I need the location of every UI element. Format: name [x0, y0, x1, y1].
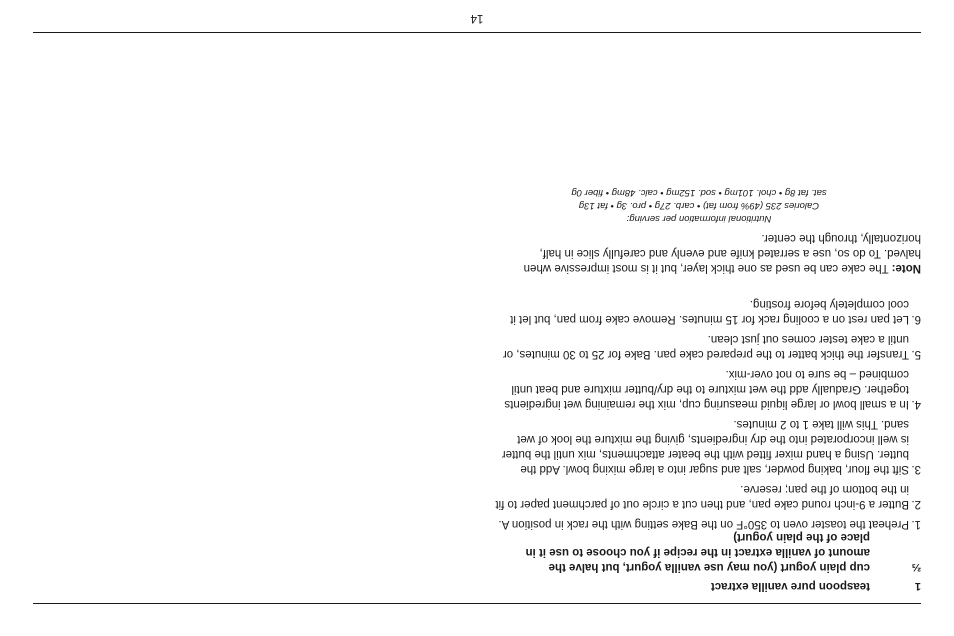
- step-text: Sift the flour, baking powder, salt and sugar into a large mixing bowl. Add the butter. Using a hand mixer fitted with the beater attachments, mix until the butter is well incorporated into the dry ingredients, giving the mixture the look of wet sand. This will take 1 to 2 minutes.: [501, 418, 909, 475]
- instruction-step: [491, 516, 921, 531]
- ingredient-row: [471, 578, 921, 593]
- step-number: 4.: [911, 398, 921, 410]
- step-text: Butter a 9-inch round cake pan, and then cut a circle out of parchment paper to fit in the bottom of the pan; reserve.: [495, 483, 909, 510]
- nutrition-heading: Nutritional information per serving:: [626, 213, 772, 224]
- step-text: Transfer the thick batter to the prepared cake pan. Bake for 25 to 30 minutes, or until a cake tester comes out just clean.: [502, 333, 909, 360]
- note-text: The cake can be used as one thick layer, but it is most impressive when halved. To do so, use a serrated knife and evenly and carefully slice in half, horizontally, through the center.: [523, 232, 921, 274]
- step-number: 1.: [911, 518, 921, 530]
- nutrition-info: [549, 186, 849, 225]
- instruction-step: [491, 416, 921, 476]
- page-number: 14: [470, 12, 484, 24]
- instruction-step: [491, 296, 921, 326]
- instruction-step: [491, 481, 921, 511]
- nutrition-line-1: Calories 235 (49% from fat) • carb. 27g • pro. 3g • fat 13g: [578, 200, 820, 211]
- nutrition-line-2: sat. fat 8g • chol. 101mg • sod. 152mg • calc. 48mg • fiber 0g: [571, 187, 827, 198]
- top-divider: [33, 603, 921, 604]
- ingredient-quantity: 1: [914, 580, 921, 592]
- note-label: Note:: [891, 262, 921, 274]
- instruction-step: [491, 366, 921, 411]
- step-number: 3.: [911, 463, 921, 475]
- ingredient-row: [471, 529, 921, 574]
- instructions-list: [491, 291, 921, 531]
- instruction-step: [491, 331, 921, 361]
- ingredients-list: [471, 525, 921, 593]
- step-text: Let pan rest on a cooling rack for 15 minutes. Remove cake from pan, but let it cool completely before frosting.: [510, 298, 909, 325]
- ingredient-text: teaspoon pure vanilla extract: [710, 580, 870, 592]
- step-number: 5.: [911, 348, 921, 360]
- ingredient-text: cup plain yogurt (you may use vanilla yogurt, but halve the amount of vanilla extract in the recipe if you choose to use it in place of the plain yogurt): [525, 531, 870, 573]
- step-text: Preheat the toaster oven to 350°F on the Bake setting with the rack in position A.: [498, 518, 909, 530]
- step-number: 6.: [911, 313, 921, 325]
- step-text: In a small bowl or large liquid measuring cup, mix the remaining wet ingredients together. Gradually add the wet mixture to the dry/butter mixture and beat until combined – be sure to not over-mix.: [504, 368, 909, 410]
- step-number: 2.: [911, 498, 921, 510]
- ingredient-quantity: ⅔: [911, 561, 921, 573]
- recipe-note: [491, 230, 921, 275]
